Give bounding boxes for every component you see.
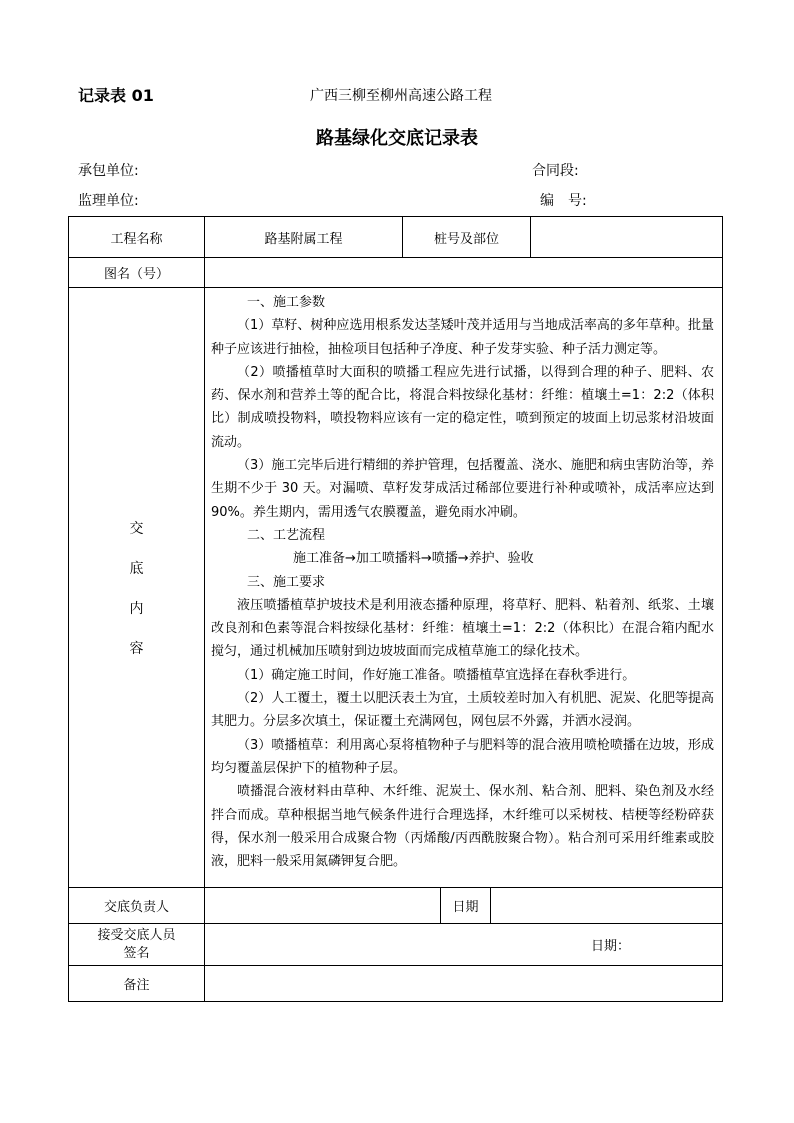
content-label	[69, 288, 205, 888]
drawing-value	[205, 258, 723, 288]
receiver-label-line1: 接受交底人员	[97, 927, 176, 943]
section-label: 合同段:	[532, 163, 579, 179]
receiver-label-line2: 签名	[123, 945, 150, 961]
content-paragraph: 一、施工参数	[247, 295, 326, 310]
project-name: 广西三柳至柳州高速公路工程	[310, 88, 492, 104]
receiver-date-label: 日期：	[205, 924, 723, 966]
page-title: 路基绿化交底记录表	[316, 128, 478, 149]
date-value	[491, 888, 723, 924]
form-number: 记录表 01	[78, 86, 154, 105]
station-value	[531, 217, 723, 258]
contractor-label: 承包单位:	[78, 163, 139, 179]
content-paragraph: 施工准备→加工喷播料→喷播→养护、验收	[293, 551, 534, 567]
station-label: 桩号及部位	[403, 217, 531, 258]
content-paragraph: 液压喷播植草护坡技术是利用液态播种原理，将草籽、肥料、粘着剂、纸浆、土壤改良剂和色素等混合料按绿化基材：纤维：植壤土=1：2:2（体积比）在混合箱内配水搅匀，通过机械加压喷射到边坡坡面而完成植草施工的绿化技术。	[211, 597, 715, 660]
responsible-value	[205, 888, 441, 924]
record-table	[68, 216, 723, 1002]
remarks-value	[205, 966, 723, 1002]
project-name-value: 路基附属工程	[205, 217, 403, 258]
supervisor-label: 监理单位:	[78, 193, 139, 209]
date-label: 日期	[441, 888, 491, 924]
content-label-char: 内	[129, 600, 144, 617]
content-paragraph: （3）喷播植草：利用离心泵将植物种子与肥料等的混合液用喷枪喷播在边坡，形成均匀覆盖层保护下的植物种子层。	[211, 737, 715, 776]
receiver-label	[69, 924, 205, 966]
content-paragraph: （3）施工完毕后进行精细的养护管理，包括覆盖、浇水、施肥和病虫害防治等，养生期不少于 30 天。对漏喷、草籽发芽成活过稀部位要进行补种或喷补，成活率应达到 90%。养生期内，需用透气农膜覆盖，避免雨水冲刷。	[211, 458, 715, 520]
remarks-label: 备注	[69, 966, 205, 1002]
content-paragraph: （1）确定施工时间，作好施工准备。喷播植草宜选择在春秋季进行。	[237, 667, 636, 683]
drawing-label: 图名（号）	[69, 258, 205, 288]
content-body	[205, 288, 723, 888]
content-label-char: 交	[129, 520, 144, 537]
project-name-label: 工程名称	[69, 217, 205, 258]
content-label-char: 底	[129, 560, 144, 577]
number-label: 编 号:	[540, 193, 587, 209]
content-paragraph: 三、施工要求	[247, 574, 326, 590]
content-paragraph: （2）人工覆土，覆土以肥沃表土为宜，土质较差时加入有机肥、泥炭、化肥等提高其肥力。分层多次填土，保证覆土充满网包，网包层不外露，并洒水浸润。	[211, 691, 715, 730]
content-paragraph: （2）喷播植草时大面积的喷播工程应先进行试播，以得到合理的种子、肥料、农药、保水剂和营养土等的配合比，将混合料按绿化基材：纤维：植壤土=1：2:2（体积比）制成喷投物料，喷投物料应该有一定的稳定性，喷到预定的坡面上切忌浆材沿坡面流动。	[211, 364, 715, 450]
content-paragraph: （1）草籽、树种应选用根系发达茎矮叶茂并适用与当地成活率高的多年草种。批量种子应该进行抽检，抽检项目包括种子净度、种子发芽实验、种子活力测定等。	[211, 318, 715, 357]
responsible-label: 交底负责人	[69, 888, 205, 924]
content-paragraph: 二、工艺流程	[247, 527, 326, 543]
content-paragraph: 喷播混合液材料由草种、木纤维、泥炭土、保水剂、粘合剂、肥料、染色剂及水经拌合而成。草种根据当地气候条件进行合理选择，木纤维可以采树枝、桔梗等经粉碎获得，保水剂一般采用合成聚合物（丙烯酸/丙西酰胺聚合物）。粘合剂可采用纤维素或胶液，肥料一般采用氮磷钾复合肥。	[211, 784, 715, 870]
content-label-char: 容	[129, 640, 144, 657]
